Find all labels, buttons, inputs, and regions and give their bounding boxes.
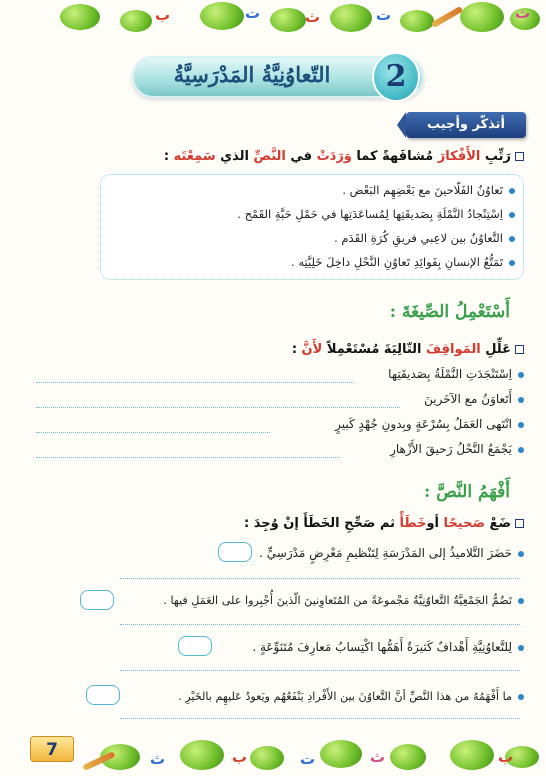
lesson-title: التّعاوُنِيَّةُ المَدْرَسِيَّةُ: [173, 62, 331, 87]
true-false-item: حَضَرَ التَّلاميذُ إلى المَدْرَسَةِ لِتَنْظيمِ مَعْرِضٍ مَدْرَسِيٍّ .: [259, 546, 524, 560]
correction-line[interactable]: [120, 578, 520, 579]
bottom-leaf-border: ث ب ت ث ب: [0, 736, 546, 776]
heading-understand-text: أَفْهَمُ النَّصَّ :: [424, 482, 510, 502]
instruction-order-ideas: رَتِّبِ الأَفْكارَ مُشافَهةً كما وَرَدَتْ في النَّصِّ الذي سَمِعْتَه :: [164, 149, 524, 164]
checkbox-icon: [515, 152, 524, 161]
lesson-title-banner: [132, 52, 424, 102]
true-false-item: تَضُمُّ الجَمْعِيَّةُ التَّعاوُنِيَّةُ مَجْموعَةً من المُتَعاوِنينَ الّذينَ أُجْبِروا على العَمَلِ فيها .: [163, 594, 524, 607]
section-tag-remember: أتذكّر وأجيب: [406, 112, 526, 138]
list-item: تَعاوُنُ الفَلّاحينَ مع بَعْضِهِم البَعْض .: [342, 183, 515, 197]
true-false-item: ما أَفْهَمُهُ من هذا النَّصِّ أنَّ التَّعاوُنَ بين الأَفْرادِ يَنْفَعُهُم ويَعودُ عَليهِم بالخَيْرِ .: [178, 690, 524, 703]
heading-use-formula: أَسْتَعْمِلُ الصِّيغَةَ :: [389, 302, 510, 322]
answer-box[interactable]: [178, 636, 212, 656]
correction-line[interactable]: [120, 624, 520, 625]
justify-item: انْتَهى العَمَلُ بِسُرْعَةٍ وبِدونِ جُهْدٍ كَبيرٍ: [335, 417, 524, 431]
checkbox-icon: [515, 345, 524, 354]
list-item: تَمَتُّعُ الإنسانِ بِفَوائِدِ تَعاوُنِ النَّحْلِ داخِلَ خَلِيَّتِه .: [291, 255, 515, 269]
answer-line[interactable]: [36, 457, 340, 458]
list-item: التَّعاوُنُ بين لاعِبي فريقِ كُرَةِ القَدَم .: [334, 231, 515, 245]
answer-box[interactable]: [218, 542, 252, 562]
page-number: 7: [30, 736, 74, 762]
checkbox-icon: [515, 519, 524, 528]
justify-item: أَتَعاوَنُ مع الآخَرينَ: [424, 392, 524, 406]
instruction-true-false: ضَعْ صَحيحًا أوخَطَأً ثم صَحِّحِ الخَطَأَ إنْ وُجِدَ :: [244, 516, 524, 531]
lesson-number: 2: [372, 52, 420, 102]
answer-box[interactable]: [86, 685, 120, 705]
justify-item: اِسْتَنْجَدَتِ النَّمْلَةُ بِصَديقَتِها: [388, 367, 524, 381]
top-leaf-border: ب ت ث ت ث: [0, 0, 546, 40]
ideas-box: [100, 174, 524, 280]
answer-line[interactable]: [36, 432, 270, 433]
list-item: اِسْتِنْجادُ النَّمْلَةِ بِصَديقَتِها لِمُساعَدَتِها في حَمْلِ حَبَّةِ القَمْح .: [237, 207, 515, 221]
justify-item: يَجْمَعُ النَّحْلُ رَحيقَ الأَزْهارِ: [390, 442, 524, 456]
answer-box[interactable]: [80, 590, 114, 610]
correction-line[interactable]: [120, 670, 520, 671]
answer-line[interactable]: [36, 407, 400, 408]
true-false-item: لِلتَّعاوُنِيَّةِ أَهْدافٌ كَثيرَةٌ أَهَمُّها اكْتِسابُ مَعارِفَ مُتَنَوِّعَةٍ .: [252, 640, 524, 654]
answer-line[interactable]: [36, 382, 354, 383]
correction-line[interactable]: [120, 718, 520, 719]
instruction-justify: عَلِّلِ المَواقِفَ التّالِيَةَ مُسْتَعْمِلاً لأَنَّ :: [292, 342, 524, 357]
